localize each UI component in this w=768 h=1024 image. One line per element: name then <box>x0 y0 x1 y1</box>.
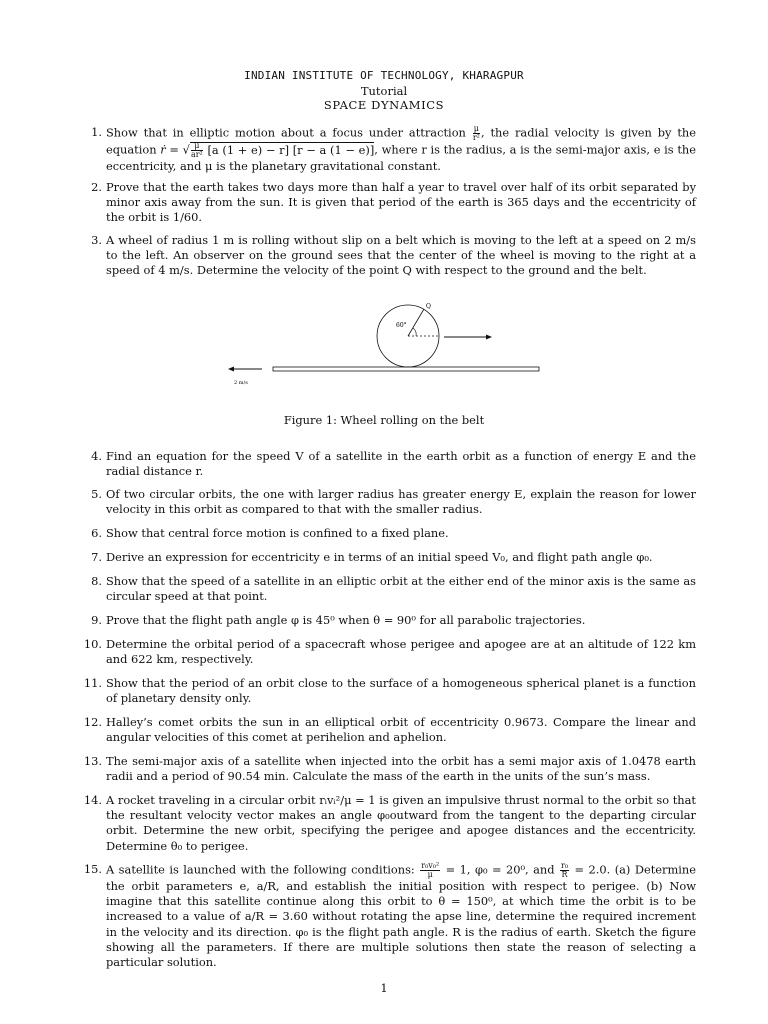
problem-14: 14. A rocket traveling in a circular orbit rᵢvᵢ²/μ = 1 is given an impulsive thrust normal to the orbit so that the resultant velocity vector makes an angle φ₀outward from the tangent to the departing circular orbit. Determine the new orbit, specifying the perigee and apogee distances and the eccentricity. Determine θ₀ to perigee. <box>83 793 696 853</box>
problem-5: 5. Of two circular orbits, the one with larger radius has greater energy E, explain the reason for lower velocity in this orbit as compared to that with the smaller radius. <box>91 487 696 517</box>
figure-caption: Figure 1: Wheel rolling on the belt <box>283 413 485 427</box>
problem-15: 15. A satellite is launched with the following conditions: $\frac{\text{r₀v₀²}}{\mu}$ = 1, φ₀ = 20⁰, and $\frac{\text{r₀}}{R}$ = 2.0. (a) Determine the orbit parameters e, a/R, and establish the initial position with respect to perigee. (b) Now imagine that this satellite continue along this orbit to θ = 150⁰, at which time the orbit is to be increased to a value of a/R = 3.60 without rotating the apse line, determine the required increment in the velocity and its direction. φ₀ is the flight path angle. R is the radius of earth. Sketch the figure showing all the parameters. If there are multiple solutions then state the reason of selecting a particular solution. <box>83 861 696 970</box>
belt-speed-label: 2 m/s <box>234 380 248 386</box>
problem-number: 1. <box>91 125 102 139</box>
problem-4: 4. Find an equation for the speed V of a satellite in the earth orbit as a function of energy E and the radial distance r. <box>91 449 696 479</box>
belt <box>273 367 539 371</box>
problem-3: 3. A wheel of radius 1 m is rolling without slip on a belt which is moving to the left at a speed on 2 m/s to the left. An observer on the ground sees that the center of the wheel is moving to the right at a speed of 4 m/s. Determine the velocity of the point Q with respect to the ground and the belt. <box>91 233 696 278</box>
problem-9: 9. Prove that the flight path angle φ is 45⁰ when θ = 90⁰ for all parabolic trajectories. <box>91 613 586 627</box>
problem-6: 6. Show that central force motion is confined to a fixed plane. <box>91 526 449 540</box>
problem-13: 13. The semi-major axis of a satellite when injected into the orbit has a semi major axis of 1.0478 earth radii and a period of 90.54 min. Calculate the mass of the earth in the units of the sun’s mass. <box>83 754 696 784</box>
sqrt-expression: √ $\frac{\mu}{\text{ar²}}$ [a (1 + e) − r] [r − a (1 − e)] <box>182 141 375 159</box>
problem-11: 11. Show that the period of an orbit close to the surface of a homogeneous spherical planet is a function of planetary density only. <box>83 676 696 706</box>
q-label: Q <box>426 303 431 310</box>
course-title: SPACE DYNAMICS <box>323 98 445 112</box>
inline-fraction: $\frac{\mu}{\text{r²}}$ <box>472 124 480 142</box>
tutorial-subtitle: Tutorial <box>360 84 408 98</box>
problem-10: 10. Determine the orbital period of a spacecraft whose perigee and apogee are at an altitude of 122 km and 622 km, respectively. <box>83 637 696 667</box>
inline-fraction: $\frac{\text{r₀v₀²}}{\mu}$ <box>421 861 440 879</box>
angle-arc <box>413 328 416 336</box>
problem-1: 1. Show that in elliptic motion about a focus under attraction $\frac{\mu}{\text{r²}}$ , the radial velocity is given by the equation ṙ = √ $\frac{\mu}{\text{ar²}}$ [a (1 + e) − r] [r − a (1 − e)], where r is the radius, a is the semi-major axis, e is the eccentricity, and μ is the planetary gravitational constant. <box>106 125 696 174</box>
institution-heading: INDIAN INSTITUTE OF TECHNOLOGY, KHARAGPUR <box>244 69 524 82</box>
angle-label: 60° <box>396 322 407 329</box>
inline-fraction: $\frac{\text{r₀}}{R}$ <box>561 861 569 879</box>
problem-7: 7. Derive an expression for eccentricity e in terms of an initial speed V₀, and flight path angle φ₀. <box>91 550 653 564</box>
problem-2: 2. Prove that the earth takes two days more than half a year to travel over half of its orbit separated by minor axis away from the sun. It is given that period of the earth is 365 days and the eccentricity of the orbit is 1/60. <box>91 180 696 225</box>
page-number: 1 <box>380 981 388 995</box>
problem-12: 12. Halley’s comet orbits the sun in an elliptical orbit of eccentricity 0.9673. Compare the linear and angular velocities of this comet at perihelion and aphelion. <box>83 715 696 745</box>
problem-8: 8. Show that the speed of a satellite in an elliptic orbit at the either end of the minor axis is the same as circular speed at that point. <box>91 574 696 604</box>
wheel-belt-figure <box>218 300 548 395</box>
